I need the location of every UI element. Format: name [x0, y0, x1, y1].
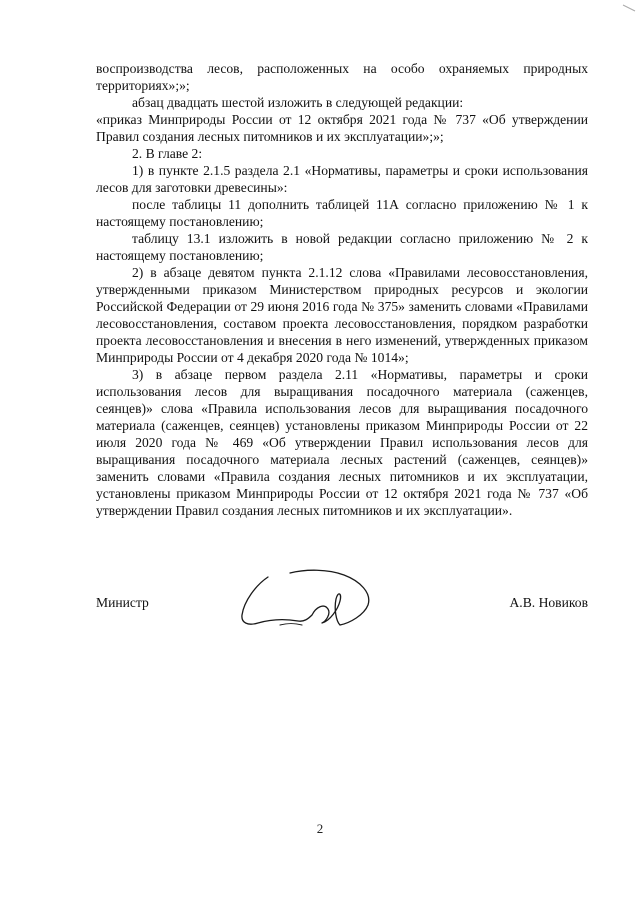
paragraph-1: воспроизводства лесов, расположенных на особо охраняемых природных территориях»;»;: [96, 61, 588, 93]
signatory-name: А.В. Новиков: [509, 595, 588, 610]
paragraph-4: 2. В главе 2:: [132, 146, 203, 161]
body-text: [96, 60, 588, 519]
paragraph-7: таблицу 13.1 изложить в новой редакции согласно приложению № 2 к настоящему постановлению;: [96, 231, 588, 263]
paragraph-5: 1) в пункте 2.1.5 раздела 2.1 «Нормативы, параметры и сроки использования лесов для заготовки древесины»:: [96, 163, 588, 195]
handwritten-signature: [228, 563, 378, 638]
paragraph-2: абзац двадцать шестой изложить в следующей редакции:: [132, 95, 464, 110]
signatory-title: Министр: [96, 595, 149, 610]
page-number: 2: [316, 821, 324, 836]
paragraph-8: 2) в абзаце девятом пункта 2.1.12 слова «Правилами лесовосстановления, утвержденными приказом Министерством природных ресурсов и экологии Российской Федерации от 29 июня 2016 года № 375» заменить словами «Правилами лесовосстановления, составом проекта лесовосстановления, порядком разработки проекта лесовосстановления и внесения в него изменений, утвержденных приказом Минприроды России от 4 декабря 2020 года № 1014»;: [96, 265, 588, 365]
scan-corner-mark: [622, 4, 636, 12]
paragraph-6: после таблицы 11 дополнить таблицей 11А согласно приложению № 1 к настоящему постановлению;: [96, 197, 588, 229]
paragraph-3: «приказ Минприроды России от 12 октября 2021 года № 737 «Об утверждении Правил создания лесных питомников и их эксплуатации»;»;: [96, 112, 588, 144]
paragraph-9: 3) в абзаце первом раздела 2.11 «Нормативы, параметры и сроки использования лесов для выращивания посадочного материала (саженцев, сеянцев)» слова «Правила использования лесов для выращивания посадочного материала (саженцев, сеянцев) установлены приказом Минприроды России от 22 июля 2020 года № 469 «Об утверждении Правил использования лесов для выращивания посадочного материала лесных растений (саженцев, сеянцев)» заменить словами «Правила создания лесных питомников и их эксплуатации, установлены приказом Минприроды России от 12 октября 2021 года № 737 «Об утверждении Правил создания лесных питомников и их эксплуатации».: [96, 367, 588, 518]
